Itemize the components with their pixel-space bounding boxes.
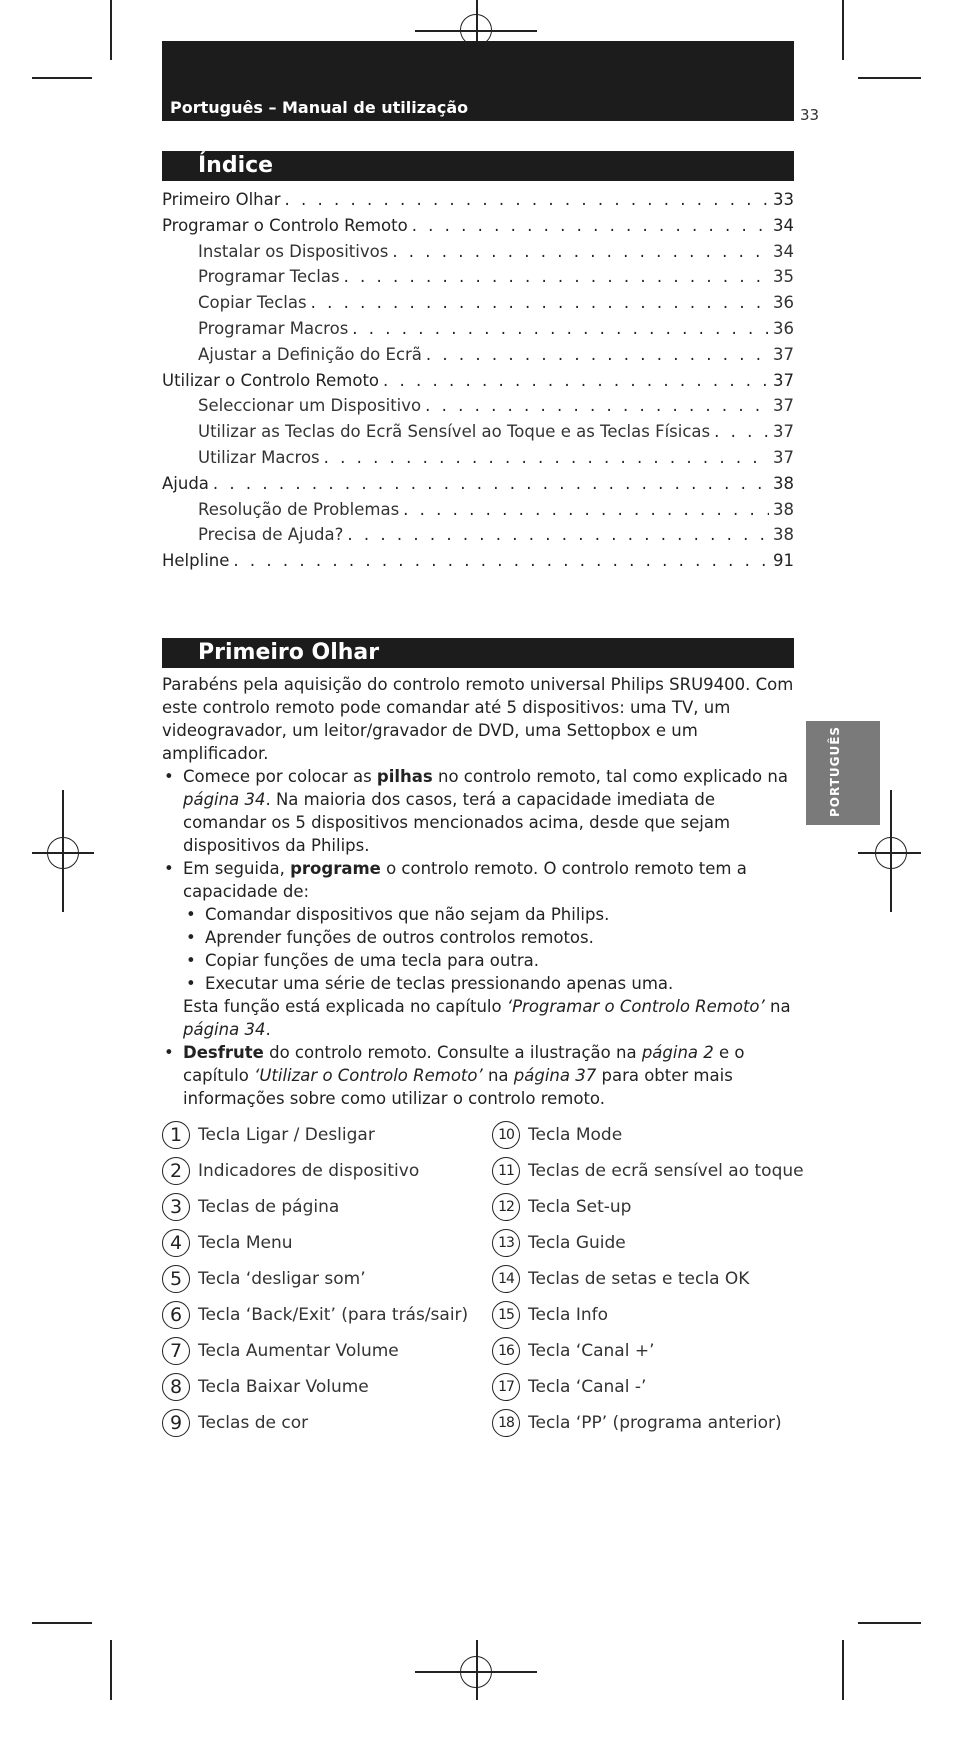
bullet-item: • Em seguida, programe o controlo remoto. O controlo remoto tem a capacidade de:: [162, 857, 802, 903]
legend-label: Tecla Ligar / Desligar: [198, 1125, 375, 1145]
legend-label: Tecla Set-up: [528, 1197, 632, 1217]
toc-entry: [162, 474, 794, 500]
legend-number-badge: 14: [492, 1265, 520, 1293]
toc-leader-dots: [714, 422, 769, 441]
toc-leader-dots: [392, 242, 769, 261]
crop-mark: [32, 1622, 92, 1624]
toc-entry-label: Instalar os Dispositivos: [198, 241, 389, 261]
toc-entry-label: Helpline: [162, 551, 230, 571]
legend-label: Indicadores de dispositivo: [198, 1161, 420, 1181]
toc-heading-bar: [162, 151, 794, 181]
legend-number-badge: 7: [162, 1337, 190, 1365]
language-side-tab-label: PORTUGUÊS: [828, 725, 842, 817]
toc-entry: [162, 267, 794, 293]
toc-entry-page: 91: [773, 551, 794, 571]
toc-leader-dots: [344, 267, 769, 286]
crop-mark: [32, 77, 92, 79]
legend-label: Tecla ‘Back/Exit’ (para trás/sair): [198, 1305, 469, 1325]
crop-mark: [110, 0, 112, 60]
toc-leader-dots: [383, 371, 769, 390]
toc-leader-dots: [324, 448, 769, 467]
legend-number-badge: 15: [492, 1301, 520, 1329]
toc-entry: [162, 422, 794, 448]
toc-entry-page: 38: [773, 473, 794, 493]
note-paragraph: Esta função está explicada no capítulo ‘Programar o Controlo Remoto’ na página 34.: [183, 997, 791, 1039]
legend-item: [492, 1264, 749, 1294]
toc-entry: [162, 293, 794, 319]
toc-leader-dots: [412, 216, 769, 235]
legend-number-badge: 1: [162, 1121, 190, 1149]
toc-entry-label: Ajuda: [162, 473, 209, 493]
legend-item: [492, 1192, 631, 1222]
toc-entry-label: Utilizar as Teclas do Ecrã Sensível ao Toque e as Teclas Físicas: [198, 422, 711, 442]
toc-entry-label: Ajustar a Definição do Ecrã: [198, 344, 422, 364]
legend-number-badge: 12: [492, 1193, 520, 1221]
legend-label: Tecla Mode: [528, 1125, 623, 1145]
legend-label: Teclas de ecrã sensível ao toque: [528, 1161, 804, 1181]
toc-leader-dots: [347, 525, 769, 544]
crop-mark: [858, 77, 921, 79]
toc-entry-label: Precisa de Ajuda?: [198, 525, 344, 545]
legend-label: Teclas de cor: [198, 1413, 309, 1433]
legend-label: Tecla ‘Canal +’: [528, 1341, 655, 1361]
toc-heading: Índice: [198, 153, 274, 178]
sub-bullet-item: • Executar uma série de teclas pressionando apenas uma.: [162, 972, 802, 995]
toc-entry-page: 36: [773, 293, 794, 313]
legend-number-badge: 8: [162, 1373, 190, 1401]
toc-entry-page: 35: [773, 267, 794, 287]
sub-bullet-item: • Comandar dispositivos que não sejam da Philips.: [162, 903, 802, 926]
toc-entry: [162, 371, 794, 397]
legend-item: [162, 1372, 369, 1402]
legend-label: Tecla Baixar Volume: [198, 1377, 369, 1397]
section-body: [162, 673, 802, 1110]
crop-mark: [842, 1640, 844, 1700]
toc-entry: [162, 525, 794, 551]
legend-label: Tecla ‘Canal -’: [528, 1377, 647, 1397]
toc-entry: [162, 448, 794, 474]
toc-entry-page: 37: [773, 422, 794, 442]
header-title: Português – Manual de utilização: [170, 98, 469, 117]
legend-item: [492, 1408, 782, 1438]
sub-bullet-item: • Copiar funções de uma tecla para outra.: [162, 949, 802, 972]
toc-leader-dots: [233, 551, 769, 570]
legend-label: Tecla ‘desligar som’: [198, 1269, 366, 1289]
page-number: 33: [800, 106, 820, 124]
toc-entry-page: 37: [773, 344, 794, 364]
legend-item: [162, 1300, 468, 1330]
toc-entry-label: Programar Teclas: [198, 267, 340, 287]
toc-entry-page: 36: [773, 318, 794, 338]
toc-entry: [162, 242, 794, 268]
toc-leader-dots: [311, 293, 769, 312]
legend-number-badge: 18: [492, 1409, 520, 1437]
legend-number-badge: 10: [492, 1121, 520, 1149]
legend-label: Tecla Aumentar Volume: [198, 1341, 399, 1361]
legend-number-badge: 2: [162, 1157, 190, 1185]
bullet-item: • Desfrute do controlo remoto. Consulte a ilustração na página 2 e o capítulo ‘Utilizar o Controlo Remoto’ na página 37 para obter mais informações sobre como utilizar o controlo remoto.: [162, 1041, 802, 1110]
toc-entry-page: 37: [773, 396, 794, 416]
legend-label: Tecla ‘PP’ (programa anterior): [528, 1413, 782, 1433]
toc-entry-label: Programar o Controlo Remoto: [162, 215, 408, 235]
toc-entry-label: Utilizar o Controlo Remoto: [162, 370, 380, 390]
legend-number-badge: 17: [492, 1373, 520, 1401]
legend-number-badge: 13: [492, 1229, 520, 1257]
toc-leader-dots: [352, 319, 769, 338]
toc-entry-page: 34: [773, 241, 794, 261]
toc-entry-label: Primeiro Olhar: [162, 190, 281, 209]
crop-mark: [858, 1622, 921, 1624]
legend-item: [492, 1228, 626, 1258]
crop-mark: [110, 1640, 112, 1700]
legend-number-badge: 5: [162, 1265, 190, 1293]
toc-leader-dots: [285, 190, 769, 209]
toc-leader-dots: [425, 396, 769, 415]
legend-item: [162, 1408, 308, 1438]
legend-item: [492, 1120, 622, 1150]
toc-entry-page: 33: [773, 190, 794, 209]
toc-entry: [162, 216, 794, 242]
legend-number-badge: 16: [492, 1337, 520, 1365]
crop-mark: [842, 0, 844, 60]
legend-item: [162, 1120, 375, 1150]
legend-label: Tecla Guide: [528, 1233, 626, 1253]
legend-item: [492, 1300, 608, 1330]
toc-entry-page: 38: [773, 525, 794, 545]
toc-entry-label: Copiar Teclas: [198, 293, 307, 313]
toc-entry-page: 37: [773, 370, 794, 390]
toc-entry-page: 38: [773, 499, 794, 519]
section-heading-bar: [162, 638, 794, 668]
toc-entry-label: Resolução de Problemas: [198, 499, 400, 519]
sub-bullet-item: • Aprender funções de outros controlos remotos.: [162, 926, 802, 949]
toc-entry-page: 37: [773, 447, 794, 467]
toc-entry: [162, 551, 794, 577]
language-side-tab: [806, 721, 880, 825]
legend-item: [492, 1372, 646, 1402]
toc-entry: [162, 345, 794, 371]
toc-leader-dots: [426, 345, 769, 364]
legend-number-badge: 9: [162, 1409, 190, 1437]
legend-label: Teclas de página: [198, 1197, 340, 1217]
toc-entry-label: Seleccionar um Dispositivo: [198, 396, 422, 416]
toc-entry-label: Programar Macros: [198, 318, 349, 338]
section-heading: Primeiro Olhar: [198, 640, 380, 665]
legend-item: [162, 1156, 419, 1186]
bullet-item: • Comece por colocar as pilhas no controlo remoto, tal como explicado na página 34. Na maioria dos casos, terá a capacidade imediata de comandar os 5 dispositivos mencionados acima, desde que sejam dispositivos da Philips.: [162, 765, 802, 857]
legend-label: Tecla Info: [528, 1305, 609, 1325]
legend-item: [492, 1336, 655, 1366]
toc-entry: [162, 190, 794, 216]
table-of-contents: [162, 190, 794, 577]
toc-leader-dots: [213, 474, 769, 493]
legend-number-badge: 6: [162, 1301, 190, 1329]
legend-item: [162, 1336, 399, 1366]
toc-entry: [162, 319, 794, 345]
toc-entry-label: Utilizar Macros: [198, 447, 320, 467]
legend-label: Teclas de setas e tecla OK: [528, 1269, 750, 1289]
legend-item: [492, 1156, 804, 1186]
legend-number-badge: 4: [162, 1229, 190, 1257]
toc-entry: [162, 396, 794, 422]
legend-item: [162, 1228, 293, 1258]
legend-item: [162, 1192, 339, 1222]
legend-label: Tecla Menu: [198, 1233, 293, 1253]
legend-item: [162, 1264, 366, 1294]
legend-number-badge: 3: [162, 1193, 190, 1221]
toc-entry-page: 34: [773, 215, 794, 235]
toc-entry: [162, 500, 794, 526]
legend-number-badge: 11: [492, 1157, 520, 1185]
toc-leader-dots: [403, 500, 769, 519]
intro-paragraph: Parabéns pela aquisição do controlo remoto universal Philips SRU9400. Com este controlo remoto pode comandar até 5 dispositivos: uma TV, um videogravador, um leitor/gravador de DVD, uma Settopbox e um amplificador.: [162, 675, 794, 763]
